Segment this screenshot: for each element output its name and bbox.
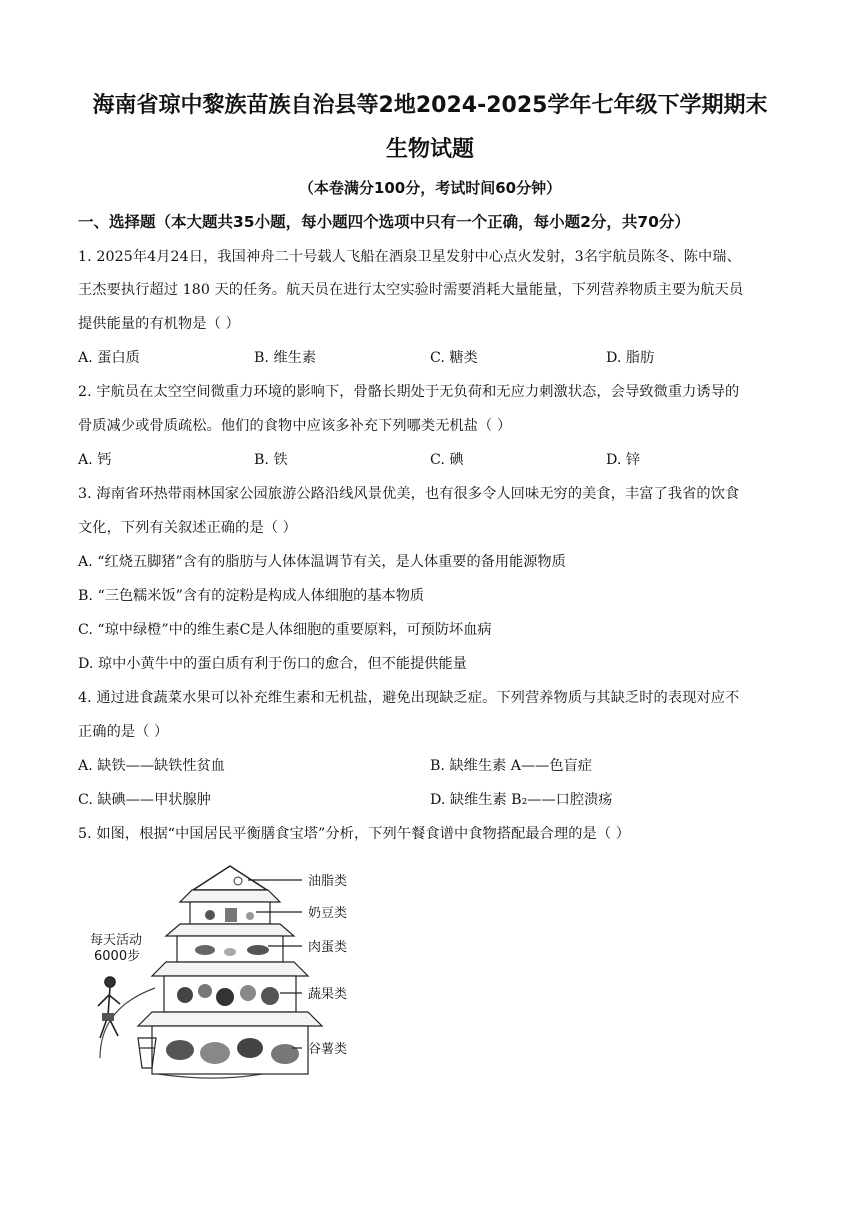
label-veg-fruit: 蔬果类: [308, 987, 348, 1002]
q1-option-a: A. 蛋白质: [78, 350, 140, 366]
label-meat-egg: 肉蛋类: [308, 940, 348, 955]
label-grain: 谷薯类: [308, 1042, 348, 1057]
bean-box-icon: [225, 908, 237, 922]
q4-line-1: 4. 通过进食蔬菜水果可以补充维生素和无机盐，避免出现缺乏症。下列营养物质与其缺乏时的表现对应不: [78, 690, 740, 706]
q2-option-d: D. 锌: [606, 452, 641, 468]
section-heading: 一、选择题（本大题共35小题，每小题四个选项中只有一个正确，每小题2分，共70分）: [78, 213, 690, 231]
q3-option-c: C. “琼中绿橙”中的维生素C是人体细胞的重要原料，可预防坏血病: [78, 622, 492, 638]
q5-line-1: 5. 如图，根据“中国居民平衡膳食宝塔”分析，下列午餐食谱中食物搭配最合理的是（ ）: [78, 826, 631, 842]
doc-title-line-1: 海南省琼中黎族苗族自治县等2地2024-2025学年七年级下学期期末: [92, 93, 768, 118]
q1-line-3: 提供能量的有机物是（ ）: [78, 316, 240, 332]
q4-option-b: B. 缺维生素 A——色盲症: [430, 758, 592, 774]
q4-option-d: D. 缺维生素 B₂——口腔溃疡: [430, 792, 613, 808]
doc-subtitle: （本卷满分100分，考试时间60分钟）: [298, 179, 562, 197]
q1-option-c: C. 糖类: [430, 350, 478, 366]
pagoda-roof: [193, 866, 267, 890]
diet-pagoda-illustration: [80, 858, 390, 1082]
fruit-icon: [240, 985, 256, 1001]
egg-icon: [224, 948, 236, 956]
q4-line-2: 正确的是（ ）: [78, 724, 169, 740]
q4-option-c: C. 缺碘——甲状腺肿: [78, 792, 211, 808]
label-oil: 油脂类: [308, 874, 348, 889]
q3-option-b: B. “三色糯米饭”含有的淀粉是构成人体细胞的基本物质: [78, 588, 425, 604]
runner-icon: [98, 977, 120, 1038]
tier5-eave: [138, 1012, 322, 1026]
activity-label-line-1: 每天活动: [90, 933, 143, 948]
q1-line-1: 1. 2025年4月24日，我国神舟二十号载人飞船在酒泉卫星发射中心点火发射，3名宇航员陈冬、陈中瑞、: [78, 249, 741, 265]
meat-icon: [195, 945, 215, 955]
doc-title-line-2: 生物试题: [385, 137, 474, 162]
tier3-eave: [166, 924, 294, 936]
q3-option-a: A. “红烧五脚猪”含有的脂肪与人体体温调节有关，是人体重要的备用能源物质: [78, 554, 566, 570]
q2-option-c: C. 碘: [430, 452, 464, 468]
potato-icon: [271, 1044, 299, 1064]
grain-icon: [166, 1040, 194, 1060]
q3-line-1: 3. 海南省环热带雨林国家公园旅游公路沿线风景优美，也有很多令人回味无穷的美食，丰富了我省的饮食: [78, 486, 740, 502]
activity-label-line-2: 6000步: [94, 949, 141, 964]
label-milk-bean: 奶豆类: [308, 906, 348, 921]
q2-line-2: 骨质减少或骨质疏松。他们的食物中应该多补充下列哪类无机盐（ ）: [78, 418, 512, 434]
fish-icon: [247, 945, 269, 955]
vegetable-icon: [177, 987, 193, 1003]
q3-option-d: D. 琼中小黄牛中的蛋白质有利于伤口的愈合，但不能提供能量: [78, 656, 467, 672]
diet-pagoda-figure: [80, 858, 390, 1082]
tier4-eave: [152, 962, 308, 976]
q1-line-2: 王杰要执行超过 180 天的任务。航天员在进行太空实验时需要消耗大量能量，下列营养物质主要为航天员: [78, 282, 744, 298]
q3-line-2: 文化，下列有关叙述正确的是（ ）: [78, 520, 297, 536]
q1-option-b: B. 维生素: [254, 350, 317, 366]
milk-icon: [205, 910, 215, 920]
q2-option-a: A. 钙: [78, 452, 112, 468]
q4-option-a: A. 缺铁——缺铁性贫血: [78, 758, 225, 774]
q1-option-d: D. 脂肪: [606, 350, 655, 366]
q2-option-b: B. 铁: [254, 452, 288, 468]
tier2-eave: [180, 890, 280, 902]
q2-line-1: 2. 宇航员在太空空间微重力环境的影响下，骨骼长期处于无负荷和无应力刺激状态，会导致微重力诱导的: [78, 384, 740, 400]
